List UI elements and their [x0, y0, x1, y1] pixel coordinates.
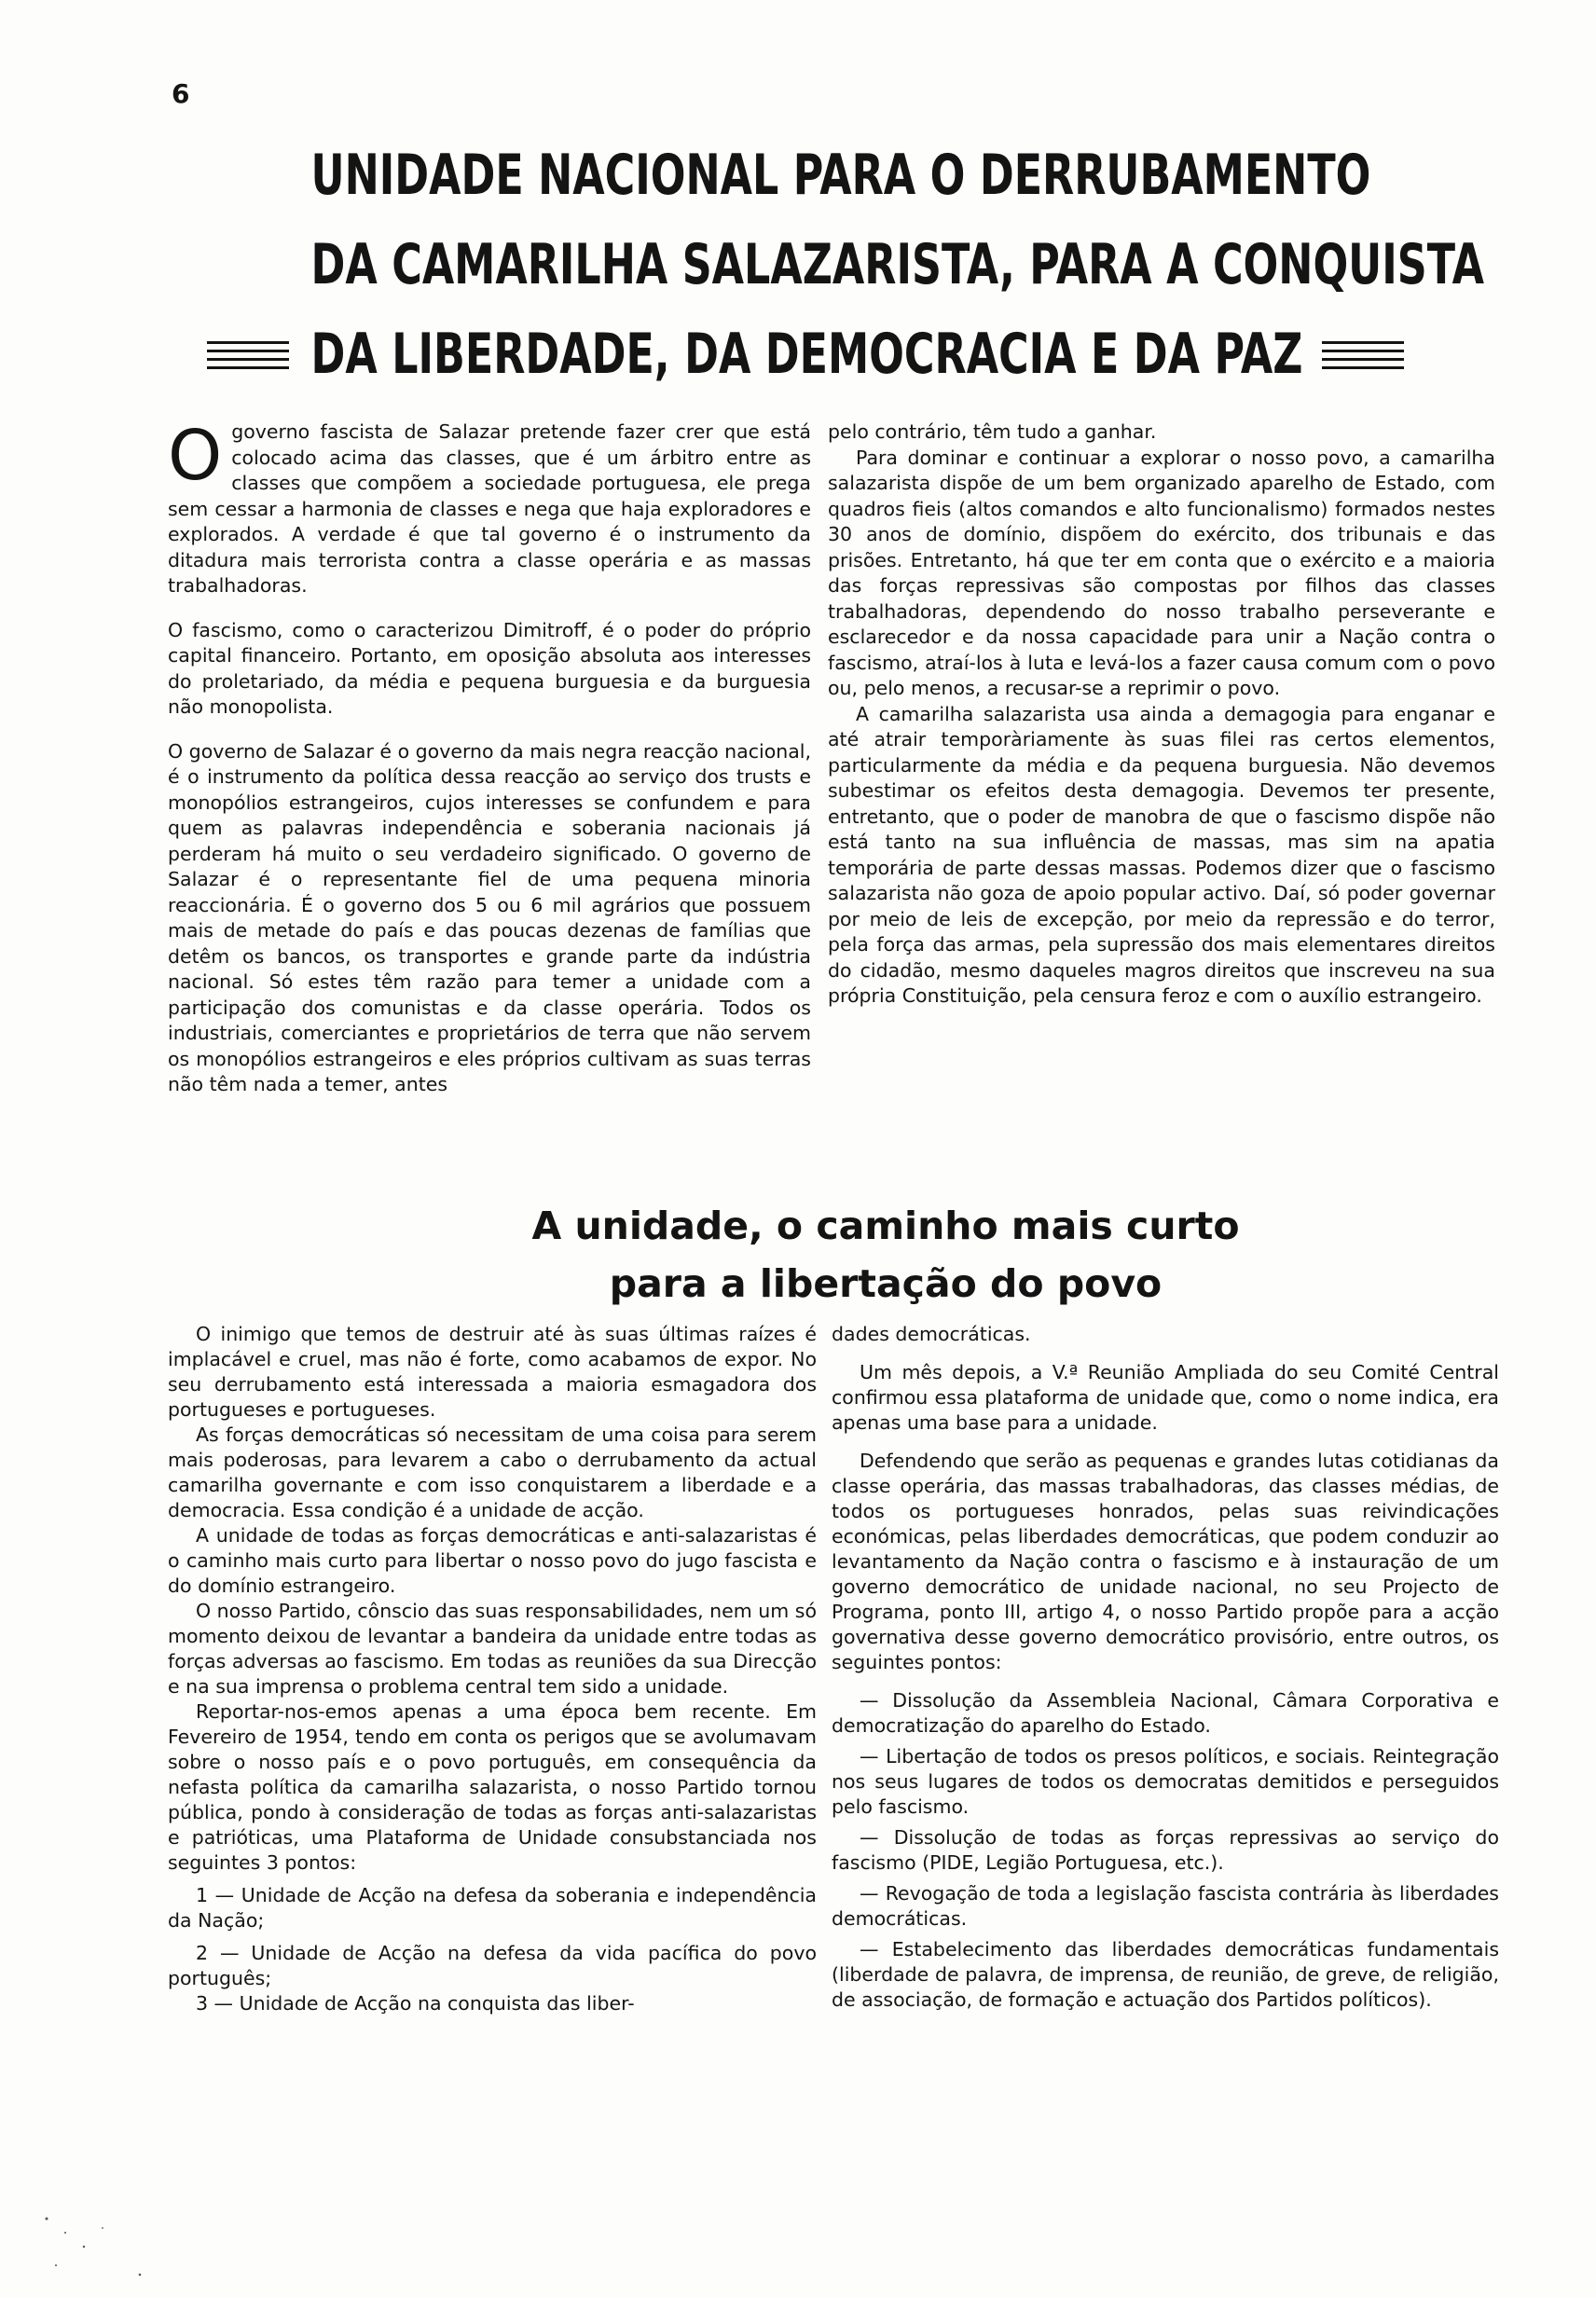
- paragraph: Defendendo que serão as pequenas e grandes lutas cotidianas da classe operária, das massas trabalhadoras, das classes médias, de todos os portugueses honrados, pelas suas reivindicações económicas, pelas liberdades democráticas, que podem conduzir ao levantamento da Nação contra o fascismo e à instauração de um governo democrático de unidade nacional, no seu Projecto de Programa, ponto III, artigo 4, o nosso Partido propõe para a acção governativa desse governo democrático provisório, entre outros, os seguintes pontos:: [832, 1450, 1499, 1673]
- paragraph: dades democráticas.: [832, 1323, 1031, 1345]
- section-subhead-line-1: A unidade, o caminho mais curto: [531, 1204, 1240, 1248]
- paragraph: O nosso Partido, cônscio das suas responsabilidades, nem um só momento deixou de levantar a bandeira da unidade entre todas as forças adversas ao fascismo. Em todas as reuniões da sua Direcção e na sua imprensa o problema central tem sido a unidade.: [168, 1600, 817, 1698]
- paragraph: O fascismo, como o caracterizou Dimitroff, é o poder do próprio capital financeiro. Portanto, em oposição absoluta aos interesses do proletariado, da média e pequena burguesia e da burguesia não monopolista.: [168, 618, 811, 718]
- paragraph-text: governo fascista de Salazar pretende fazer crer que está colocado acima das classes, que é um árbitro entre as classes que compõem a sociedade portuguesa, ele prega sem cessar a harmonia de classes e nega que haja exploradores e explorados. A verdade é que tal governo é o instrumento da ditadura mais terrorista contra a classe operária e as massas trabalhadoras.: [168, 420, 811, 597]
- paragraph: A unidade de todas as forças democráticas e anti-salazaristas é o caminho mais curto para libertar o nosso povo do jugo fascista e do domínio estrangeiro.: [168, 1524, 817, 1597]
- paragraph: [168, 416, 811, 599]
- headline-line-3: DA LIBERDADE, DA DEMOCRACIA E DA PAZ: [310, 322, 1303, 387]
- paragraph: As forças democráticas só necessitam de uma coisa para serem mais poderosas, para levarem a cabo o derrubamento da actual camarilha governante e com isso conquistarem a liberdade e a democracia. Essa condição é a unidade de acção.: [168, 1424, 817, 1521]
- headline-line-2: DA CAMARILHA SALAZARISTA, PARA A CONQUISTA: [310, 232, 1484, 297]
- paragraph: Para dominar e continuar a explorar o nosso povo, a camarilha salazarista dispõe de um bem organizado aparelho de Estado, com quadros fieis (altos comandos e alto funcionalismo) formados nestes 30 anos de domínio, dispõem do exército, dos tribunais e das prisões. Entretanto, há que ter em conta que o exército e a maioria das forças repressivas são compostas por filhos das classes trabalhadoras, dependendo do nosso trabalho perseverante e esclarecedor e da nossa capacidade para unir a Nação contra o fascismo, atraí-los à luta e levá-los a fazer causa comum com o povo ou, pelo menos, a recusar-se a reprimir o povo.: [828, 446, 1495, 699]
- paragraph: Reportar-nos-emos apenas a uma época bem recente. Em Fevereiro de 1954, tendo em conta os perigos que se avolumavam sobre o nosso país e o povo português, em consequência da nefasta política da camarilha salazarista, o nosso Partido tornou pública, pondo à consideração de todas as forças anti-salazaristas e patrióticas, uma Plataforma de Unidade consubstanciada nos seguintes 3 pontos:: [168, 1700, 817, 1874]
- list-item: 3 — Unidade de Acção na conquista das liber-: [196, 1992, 635, 2015]
- print-specks: [28, 2200, 168, 2293]
- paragraph: Um mês depois, a V.ª Reunião Ampliada do seu Comité Central confirmou essa plataforma de unidade que, como o nome indica, era apenas uma base para a unidade.: [832, 1361, 1499, 1434]
- decorative-rule-right: [1322, 341, 1404, 369]
- paragraph: O inimigo que temos de destruir até às suas últimas raízes é implacável e cruel, mas não é forte, como acabamos de expor. No seu derrubamento está interessada a maioria esmagadora dos portugueses e portugueses.: [168, 1323, 817, 1421]
- paragraph: A camarilha salazarista usa ainda a demagogia para enganar e até atrair temporàriamente às suas filei ras certos elementos, particularmente da média e da pequena burguesia. Não devemos subestimar os efeitos desta demagogia. Devemos ter presente, entretanto, que o poder de manobra de que o fascismo dispõe não está tanto na sua influência de massas, mas sim na apatia temporária de parte dessas massas. Podemos dizer que o fascismo salazarista não goza de apoio popular activo. Daí, só poder governar por meio de leis de excepção, por meio da repressão e do terror, pela força das armas, pela supressão dos mais elementares direitos do cidadão, mesmo daqueles magros direitos que inscreveu na sua própria Constituição, pela censura feroz e com o auxílio estrangeiro.: [828, 702, 1495, 1007]
- section-subhead-line-2: para a libertação do povo: [609, 1261, 1163, 1306]
- article-column-lower-left: [168, 1322, 817, 2016]
- list-item: 1 — Unidade de Acção na defesa da soberania e independência da Nação;: [168, 1884, 817, 1932]
- list-item: — Libertação de todos os presos políticos, e sociais. Reintegração nos seus lugares de todos os democratas demitidos e perseguidos pelo fascismo.: [832, 1745, 1499, 1818]
- list-item: — Estabelecimento das liberdades democráticas fundamentais (liberdade de palavra, de imprensa, de reunião, de greve, de religião, de associação, de formação e actuação dos Partidos políticos).: [832, 1938, 1499, 2011]
- list-item: — Dissolução da Assembleia Nacional, Câmara Corporativa e democratização do aparelho do Estado.: [832, 1689, 1499, 1737]
- article-column-right: [828, 420, 1495, 1010]
- headline-line-1: UNIDADE NACIONAL PARA O DERRUBAMENTO: [310, 143, 1371, 208]
- article-column-left: [168, 416, 811, 1098]
- list-item: 2 — Unidade de Acção na defesa da vida pacífica do povo português;: [168, 1942, 817, 1989]
- page-number: 6: [172, 78, 190, 109]
- article-column-lower-right: [832, 1322, 1499, 2013]
- list-item: — Dissolução de todas as forças repressivas ao serviço do fascismo (PIDE, Legião Portuguesa, etc.).: [832, 1826, 1499, 1874]
- list-item: — Revogação de toda a legislação fascista contrária às liberdades democráticas.: [832, 1882, 1499, 1930]
- paragraph: O governo de Salazar é o governo da mais negra reacção nacional, é o instrumento da política dessa reacção ao serviço dos trusts e monopólios estrangeiros, cujos interesses se confundem e para quem as palavras independência e soberania nacionais já perderam há muito o seu verdadeiro significado. O governo de Salazar é o representante fiel de uma pequena minoria reaccionária. É o governo dos 5 ou 6 mil agrários que possuem mais de metade do país e das poucas dezenas de famílias que detêm os bancos, os transportes e grande parte da indústria nacional. Só estes têm razão para temer a unidade com a participação dos comunistas e da classe operária. Todos os industriais, comerciantes e proprietários de terra que não servem os monopólios estrangeiros e eles próprios cultivam as suas terras não têm nada a temer, antes: [168, 739, 811, 1095]
- drop-cap: O: [168, 416, 223, 496]
- paragraph: pelo contrário, têm tudo a ganhar.: [828, 420, 1157, 443]
- headline: [310, 131, 1484, 399]
- decorative-rule-left: [207, 341, 289, 369]
